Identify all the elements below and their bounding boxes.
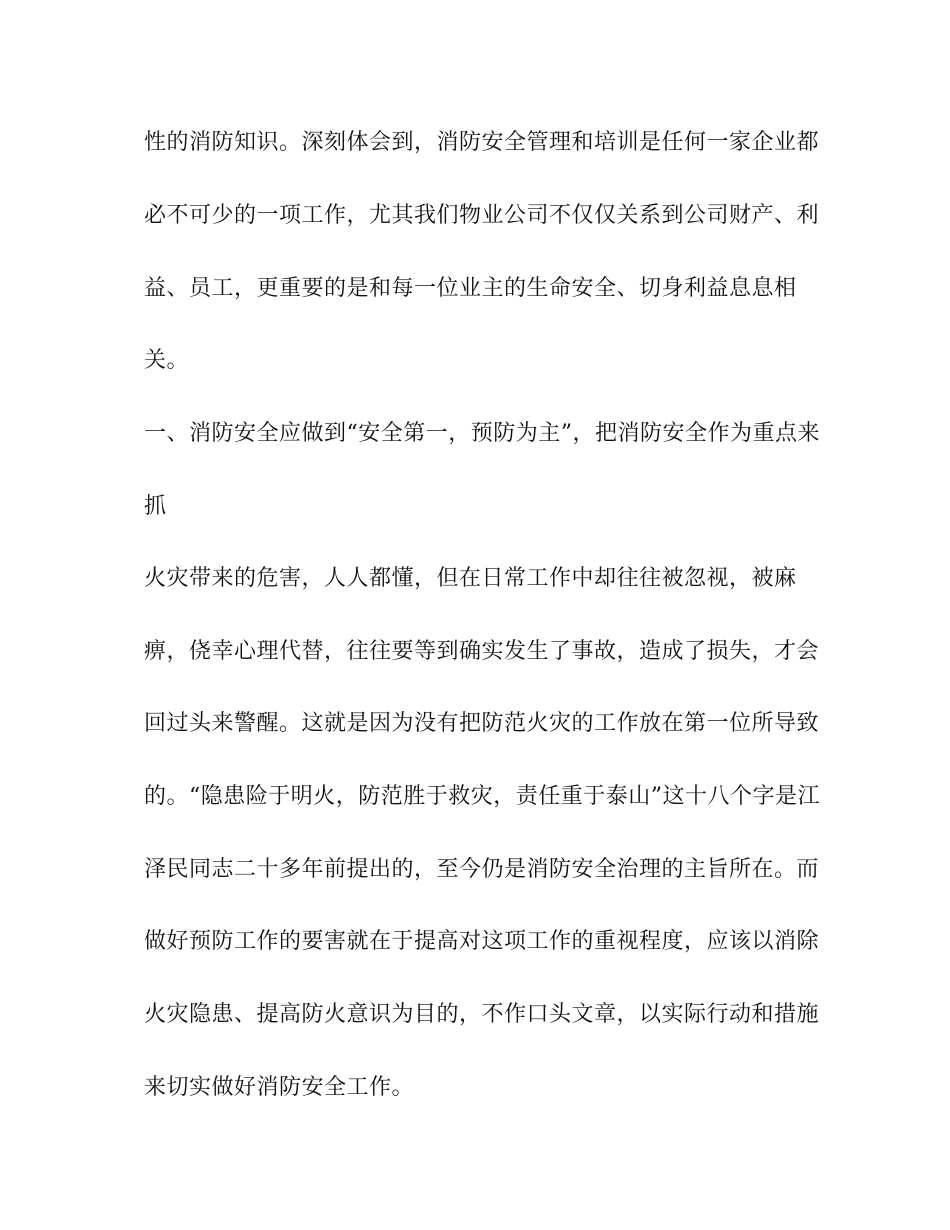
text-line: 痹，侥幸心理代替，往往要等到确实发生了事故，造成了损失，才会 xyxy=(144,639,820,664)
text-line: 的。“隐患险于明火，防范胜于救灾，责任重于泰山”这十八个字是江 xyxy=(144,784,820,809)
text-line: 火灾隐患、提高防火意识为目的，不作口头文章，以实际行动和措施 xyxy=(144,1002,820,1027)
section-heading: 一、消防安全应做到“安全第一，预防为主”，把消防安全作为重点来 xyxy=(144,421,820,446)
section-heading-continued: 抓 xyxy=(144,494,167,519)
text-line: 来切实做好消防安全工作。 xyxy=(144,1075,415,1100)
text-line: 泽民同志二十多年前提出的，至今仍是消防安全治理的主旨所在。而 xyxy=(144,857,820,882)
text-line: 做好预防工作的要害就在于提高对这项工作的重视程度，应该以消除 xyxy=(144,929,820,954)
text-line: 必不可少的一项工作，尤其我们物业公司不仅仅关系到公司财产、利 xyxy=(144,203,820,228)
text-line: 性的消防知识。深刻体会到，消防安全管理和培训是任何一家企业都 xyxy=(144,130,820,155)
text-line: 回过头来警醒。这就是因为没有把防范火灾的工作放在第一位所导致 xyxy=(144,711,820,736)
text-line: 火灾带来的危害，人人都懂，但在日常工作中却往往被忽视，被麻 xyxy=(144,566,797,591)
text-line: 益、员工，更重要的是和每一位业主的生命安全、切身利益息息相 xyxy=(144,276,797,301)
text-line: 关。 xyxy=(144,348,190,373)
